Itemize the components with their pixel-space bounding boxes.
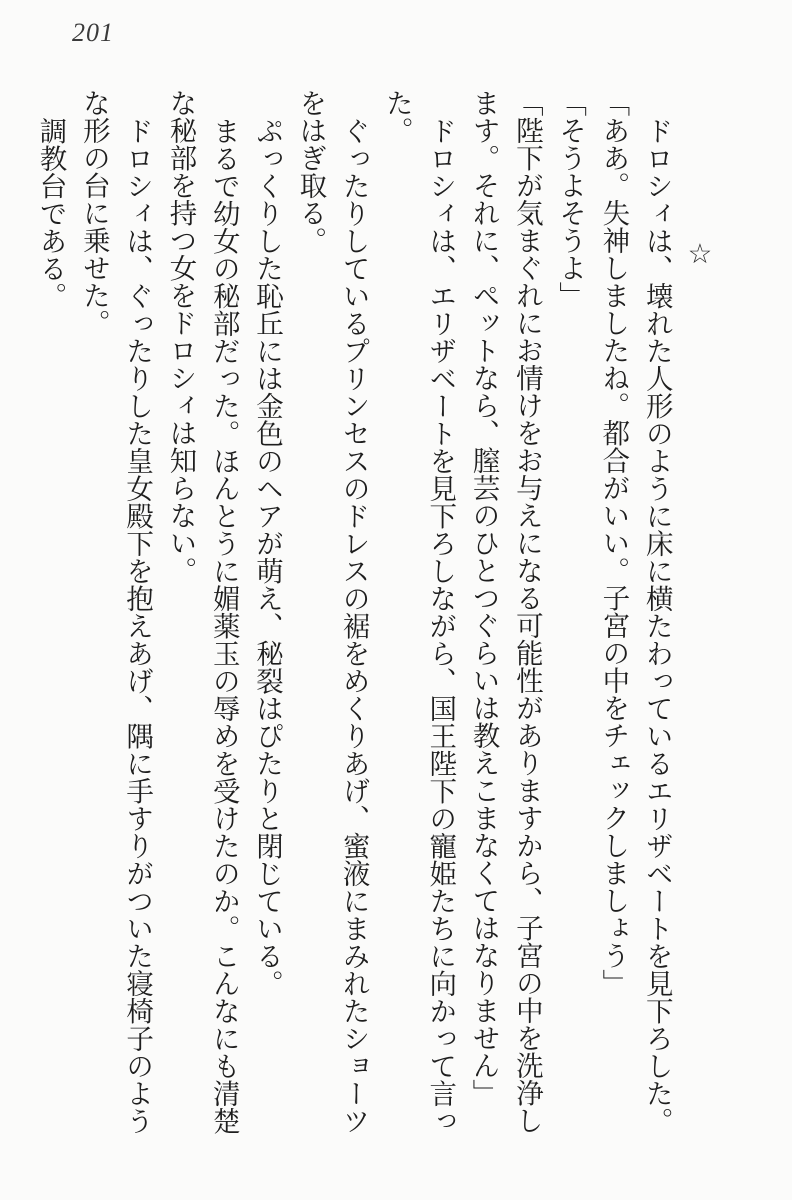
- scene-break-star-icon: ☆: [685, 237, 716, 270]
- page-number: 201: [72, 18, 114, 47]
- paragraph-narration: ドロシィは、ぐったりした皇女殿下を抱えあげ、隅に手すりがついた寝椅子のような形の台に乗せた。: [78, 89, 154, 1134]
- paragraph-narration: 調教台である。: [35, 116, 67, 309]
- paragraph-dialogue: 「そうよそうよ」: [555, 89, 587, 309]
- paragraph-dialogue: 「陛下が気まぐれにお情けをお与えになる可能性がありますから、子宮の中を洗浄します。それに、ペットなら、膣芸のひとつぐらいは教えこまなくてはなりません」: [468, 89, 543, 1134]
- paragraph-narration: ドロシィは、エリザベートを見下ろしながら、国王陛下の寵姫たちに向かって言った。: [381, 89, 457, 1134]
- paragraph-narration: ぷっくりした恥丘には金色のヘアが萌え、秘裂はぴたりと閉じている。: [252, 116, 284, 997]
- paragraph-narration: ぐったりしているプリンセスのドレスの裾をめくりあげ、蜜液にまみれたショーツをはぎ取る。: [295, 89, 370, 1134]
- paragraph-narration: ドロシィは、壊れた人形のように床に横たわっているエリザベートを見下ろした。: [641, 116, 673, 1134]
- paragraph-dialogue: 「ああ。失神しましたね。都合がいい。子宮の中をチェックしましょう」: [598, 89, 630, 997]
- text-area: [22, 89, 722, 1139]
- paragraph-narration: まるで幼女の秘部だった。ほんとうに媚薬玉の辱めを受けたのか。こんなにも清楚な秘部を持つ女をドロシィは知らない。: [165, 89, 240, 1134]
